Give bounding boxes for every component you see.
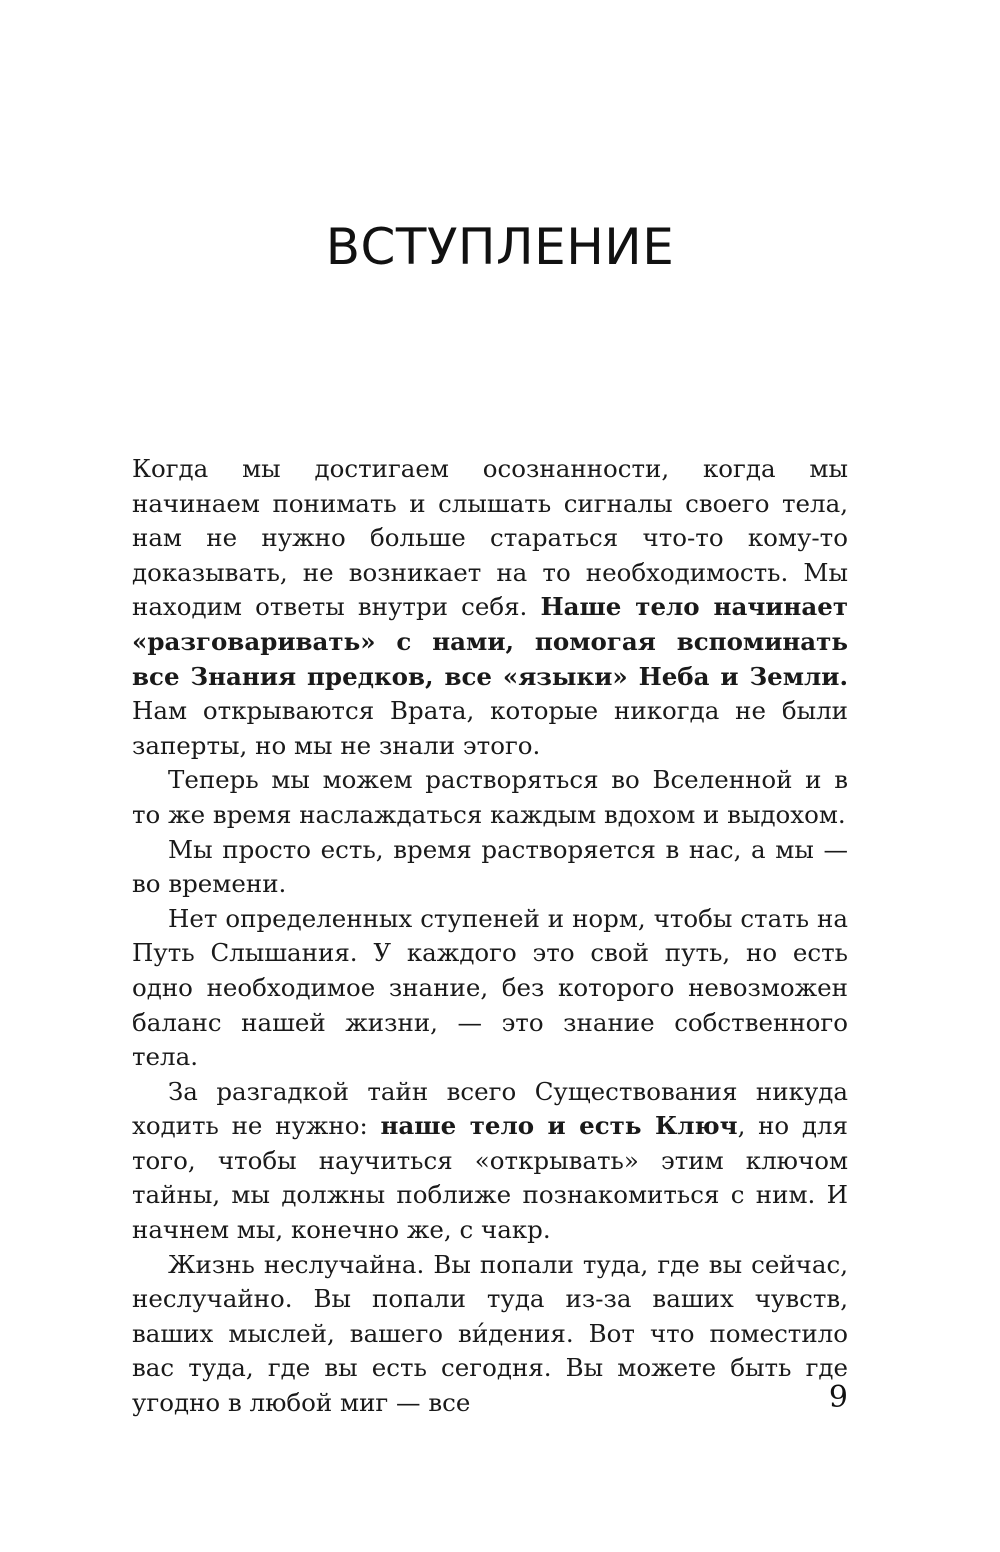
text-segment: Когда мы достигаем осознанности, когда мы начинаем понимать и слышать сигналы своего тела, нам не нужно больше стараться что-то кому-то доказывать, не возникает на то необходимость. Мы находим ответы внутри себя. — [132, 454, 848, 622]
text-segment: , но для того, чтобы научиться «открывать» этим ключом тайны, мы должны поближе познакомиться с ним. И начнем мы, конечно же, с чакр. — [132, 1111, 848, 1245]
paragraph — [132, 1075, 848, 1248]
bold-text-segment: наше тело и есть Ключ — [380, 1111, 738, 1141]
text-segment: Теперь мы можем растворяться во Вселенной и в то же время наслаждаться каждым вдохом и выдохом. — [132, 765, 848, 829]
chapter-title: ВСТУПЛЕНИЕ — [325, 218, 675, 276]
paragraph — [132, 1248, 848, 1421]
text-segment: Нет определенных ступеней и норм, чтобы стать на Путь Слышания. У каждого это свой путь, но есть одно необходимое знание, без которого невозможен баланс нашей жизни, — это знание собственного тела. — [132, 903, 848, 1072]
bold-text-segment: Наше тело начинает «разговаривать» с нами, помогая вспоминать все Знания предков, все «языки» Неба и Земли. — [132, 592, 848, 691]
paragraph — [132, 763, 848, 832]
page-number: 9 — [828, 1380, 848, 1415]
text-segment: Мы просто есть, время растворяется в нас, а мы — во времени. — [132, 834, 848, 899]
text-segment: Нам открываются Врата, которые никогда не были заперты, но мы не знали этого. — [132, 696, 848, 760]
text-segment: Жизнь неслучайна. Вы попали туда, где вы сейчас, неслучайно. Вы попали туда из-за ваших чувств, ваших мыслей, вашего ви́дения. Вот что поместило вас туда, где вы есть сегодня. Вы можете быть где угодно в любой миг — все — [132, 1249, 848, 1418]
paragraph — [132, 452, 848, 763]
paragraph — [132, 833, 848, 902]
paragraph — [132, 902, 848, 1075]
text-segment: За разгадкой тайн всего Существования никуда ходить не нужно: — [132, 1076, 848, 1141]
body-text — [132, 452, 848, 1421]
